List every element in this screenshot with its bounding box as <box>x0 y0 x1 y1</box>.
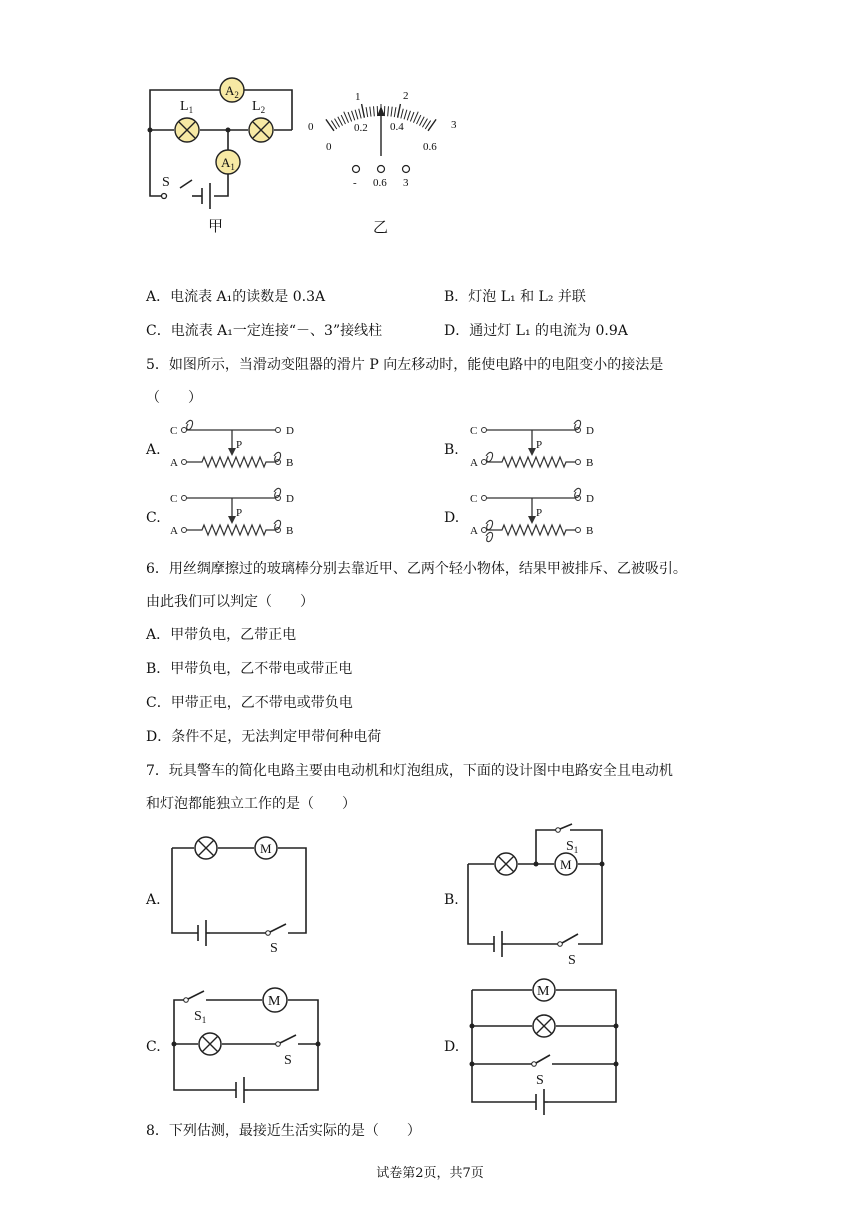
switch-label: S <box>568 953 576 968</box>
svg-text:C: C <box>170 425 178 437</box>
svg-text:A: A <box>170 457 178 469</box>
q7-stem-2: 和灯泡都能独立工作的是（ ） <box>146 796 356 812</box>
circuit-7a <box>170 830 310 955</box>
scale-top-1: 1 <box>355 91 361 103</box>
svg-text:S1: $S_1$ <box>566 839 579 855</box>
svg-text:B: B <box>286 525 294 537</box>
a1-label: A <box>221 155 231 170</box>
a2-label: A <box>225 83 235 98</box>
caption-jia: 甲 <box>208 217 224 235</box>
rheostat-c <box>170 486 300 542</box>
q5-option-d-label: D. <box>444 510 460 526</box>
q6-option-a: A．甲带负电，乙带正电 <box>146 627 297 643</box>
circuit-figure-jia <box>140 72 310 212</box>
switch-label: S <box>162 175 170 190</box>
scale-top-3: 3 <box>451 119 457 131</box>
circuit-7c <box>170 984 320 1096</box>
scale-bottom-06: 0.6 <box>423 141 437 153</box>
page-footer: 试卷第2页，共7页 <box>376 1166 484 1181</box>
svg-text:C: C <box>470 425 478 437</box>
motor-label: M <box>268 994 281 1009</box>
svg-text:L1: $L_1$ <box>180 99 194 115</box>
q4-option-b: B．灯泡 L₁ 和 L₂ 并联 <box>444 289 586 305</box>
l2-label: L <box>252 99 261 114</box>
switch-label: S <box>536 1073 544 1088</box>
q6-stem-2: 由此我们可以判定（ ） <box>146 594 314 610</box>
l1-label: L <box>180 99 189 114</box>
q4-option-c: C．电流表 A₁一定连接“－、3”接线柱 <box>146 323 383 339</box>
q5-stem-paren: （ ） <box>146 390 202 406</box>
svg-text:B: B <box>586 457 594 469</box>
rheostat-a <box>170 418 300 474</box>
circuit-7d <box>470 978 620 1113</box>
ammeter-dial-yi <box>300 80 470 190</box>
q6-stem: 6．用丝绸摩擦过的玻璃棒分别去靠近甲、乙两个轻小物体，结果甲被排斥、乙被吸引。 <box>146 561 687 577</box>
terminal-06: 0.6 <box>373 177 387 189</box>
terminal-3: 3 <box>403 177 409 189</box>
scale-bottom-04: 0.4 <box>390 121 404 133</box>
q6-option-d: D．条件不足，无法判定甲带何种电荷 <box>146 729 382 745</box>
q5-stem: 5．如图所示，当滑动变阻器的滑片 P 向左移动时，能使电路中的电阻变小的接法是 <box>146 357 664 373</box>
q6-option-b: B．甲带负电，乙不带电或带正电 <box>146 661 353 677</box>
svg-text:C: C <box>170 493 178 505</box>
svg-text:D: D <box>586 493 594 505</box>
svg-text:P: P <box>536 507 543 519</box>
rheostat-d <box>470 486 600 542</box>
q5-option-b-label: B. <box>444 442 459 458</box>
q7-option-d-label: D. <box>444 1039 460 1055</box>
switch-label: S <box>284 1053 292 1068</box>
terminal-minus: - <box>353 177 357 189</box>
scale-top-0: 0 <box>308 121 314 133</box>
q7-option-b-label: B. <box>444 892 459 908</box>
svg-text:S1: $S_1$ <box>194 1009 207 1025</box>
circuit-7b <box>466 826 606 971</box>
q7-option-a-label: A. <box>146 892 161 908</box>
q6-option-c: C．甲带正电，乙不带电或带负电 <box>146 695 353 711</box>
q5-option-c-label: C. <box>146 510 161 526</box>
motor-label: M <box>260 841 272 856</box>
svg-text:P: P <box>536 439 543 451</box>
switch-s1-label: S <box>194 1009 202 1024</box>
q4-option-a: A．电流表 A₁的读数是 0.3A <box>146 289 326 305</box>
scale-bottom-0: 0 <box>326 141 332 153</box>
switch-s1-label: S <box>566 839 574 854</box>
svg-text:P: P <box>236 507 243 519</box>
svg-text:B: B <box>286 457 294 469</box>
motor-label: M <box>560 857 572 872</box>
svg-text:C: C <box>470 493 478 505</box>
switch-label: S <box>270 941 278 956</box>
rheostat-b <box>470 418 600 474</box>
q8-stem: 8．下列估测，最接近生活实际的是（ ） <box>146 1123 421 1139</box>
svg-text:L2: $L_2$ <box>252 99 266 115</box>
svg-text:A: A <box>470 525 478 537</box>
svg-text:D: D <box>286 493 294 505</box>
q7-stem: 7．玩具警车的简化电路主要由电动机和灯泡组成，下面的设计图中电路安全且电动机 <box>146 763 673 779</box>
motor-label: M <box>537 984 550 999</box>
svg-text:A1: $A_1$ <box>221 155 235 172</box>
svg-text:A: A <box>170 525 178 537</box>
q4-option-d: D．通过灯 L₁ 的电流为 0.9A <box>444 323 628 339</box>
svg-text:P: P <box>236 439 243 451</box>
svg-text:A: A <box>470 457 478 469</box>
caption-yi: 乙 <box>373 218 389 236</box>
svg-text:A2: $A_2$ <box>225 83 239 100</box>
svg-text:D: D <box>286 425 294 437</box>
scale-bottom-02: 0.2 <box>354 122 368 134</box>
q5-option-a-label: A. <box>146 442 161 458</box>
svg-text:D: D <box>586 425 594 437</box>
scale-top-2: 2 <box>403 90 409 102</box>
q7-option-c-label: C. <box>146 1039 161 1055</box>
svg-text:B: B <box>586 525 594 537</box>
